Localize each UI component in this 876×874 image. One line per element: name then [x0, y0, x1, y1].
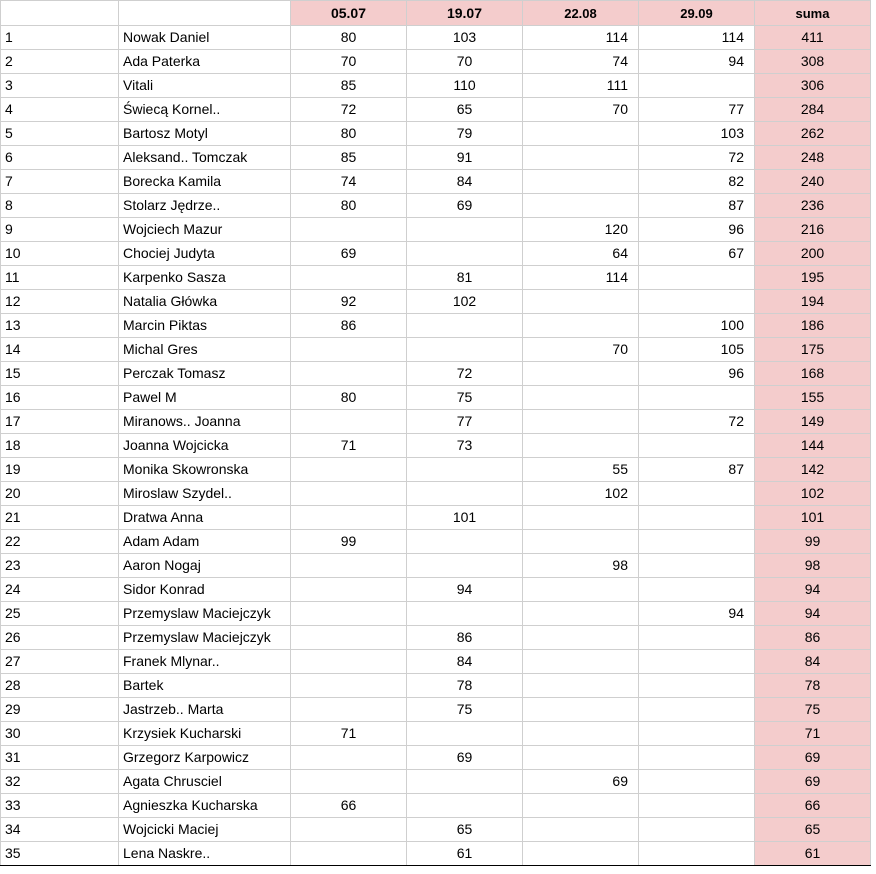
sum-cell[interactable]: 78	[755, 674, 871, 698]
rank-cell[interactable]: 11	[1, 266, 119, 290]
rank-cell[interactable]: 24	[1, 578, 119, 602]
name-cell[interactable]: Ada Paterka	[119, 50, 291, 74]
header-date-1907[interactable]: 19.07	[407, 1, 523, 26]
score-cell-2208[interactable]	[523, 722, 639, 746]
score-cell-2909[interactable]	[639, 386, 755, 410]
rank-cell[interactable]: 30	[1, 722, 119, 746]
rank-cell[interactable]: 20	[1, 482, 119, 506]
rank-cell[interactable]: 7	[1, 170, 119, 194]
score-cell-1907[interactable]	[407, 482, 523, 506]
name-cell[interactable]: Vitali	[119, 74, 291, 98]
score-cell-2909[interactable]: 105	[639, 338, 755, 362]
table-row	[1, 602, 871, 626]
rank-cell[interactable]: 15	[1, 362, 119, 386]
name-cell[interactable]: Chociej Judyta	[119, 242, 291, 266]
score-cell-2208[interactable]	[523, 194, 639, 218]
score-cell-0507[interactable]: 80	[291, 26, 407, 50]
score-cell-1907[interactable]	[407, 458, 523, 482]
score-cell-2909[interactable]: 103	[639, 122, 755, 146]
sum-cell[interactable]: 66	[755, 794, 871, 818]
score-cell-1907[interactable]: 61	[407, 842, 523, 866]
table-row	[1, 578, 871, 602]
score-cell-2208[interactable]	[523, 122, 639, 146]
score-cell-2208[interactable]: 114	[523, 266, 639, 290]
rank-cell[interactable]: 28	[1, 674, 119, 698]
score-cell-0507[interactable]	[291, 626, 407, 650]
rank-cell[interactable]: 27	[1, 650, 119, 674]
score-cell-0507[interactable]: 66	[291, 794, 407, 818]
score-cell-2909[interactable]: 87	[639, 194, 755, 218]
score-cell-1907[interactable]	[407, 722, 523, 746]
sum-cell[interactable]: 94	[755, 602, 871, 626]
sum-cell[interactable]: 69	[755, 770, 871, 794]
rank-cell[interactable]: 22	[1, 530, 119, 554]
sum-cell[interactable]: 101	[755, 506, 871, 530]
score-cell-2208[interactable]	[523, 674, 639, 698]
score-cell-1907[interactable]: 65	[407, 98, 523, 122]
header-sum[interactable]: suma	[755, 1, 871, 26]
score-cell-1907[interactable]: 70	[407, 50, 523, 74]
sum-cell[interactable]: 61	[755, 842, 871, 866]
score-cell-2909[interactable]	[639, 650, 755, 674]
sum-cell[interactable]: 71	[755, 722, 871, 746]
name-cell[interactable]: Pawel M	[119, 386, 291, 410]
score-cell-1907[interactable]: 69	[407, 746, 523, 770]
table-row	[1, 698, 871, 722]
header-date-2909[interactable]: 29.09	[639, 1, 755, 26]
name-cell[interactable]: Wojcicki Maciej	[119, 818, 291, 842]
rank-cell[interactable]: 2	[1, 50, 119, 74]
score-cell-1907[interactable]: 65	[407, 818, 523, 842]
score-cell-2909[interactable]	[639, 770, 755, 794]
name-cell[interactable]: Aleksand.. Tomczak	[119, 146, 291, 170]
sum-cell[interactable]: 195	[755, 266, 871, 290]
score-cell-0507[interactable]: 80	[291, 122, 407, 146]
score-cell-1907[interactable]: 73	[407, 434, 523, 458]
score-cell-0507[interactable]: 72	[291, 98, 407, 122]
score-cell-1907[interactable]: 81	[407, 266, 523, 290]
name-cell[interactable]: Agata Chrusciel	[119, 770, 291, 794]
score-cell-2909[interactable]	[639, 530, 755, 554]
score-cell-0507[interactable]	[291, 506, 407, 530]
score-cell-2208[interactable]	[523, 506, 639, 530]
rank-cell[interactable]: 3	[1, 74, 119, 98]
sum-cell[interactable]: 284	[755, 98, 871, 122]
name-cell[interactable]: Przemyslaw Maciejczyk	[119, 626, 291, 650]
sum-cell[interactable]: 69	[755, 746, 871, 770]
score-cell-2208[interactable]	[523, 602, 639, 626]
name-cell[interactable]: Borecka Kamila	[119, 170, 291, 194]
name-cell[interactable]: Agnieszka Kucharska	[119, 794, 291, 818]
rank-cell[interactable]: 18	[1, 434, 119, 458]
score-cell-2208[interactable]	[523, 842, 639, 866]
score-cell-0507[interactable]: 71	[291, 722, 407, 746]
name-cell[interactable]: Miranows.. Joanna	[119, 410, 291, 434]
score-cell-2909[interactable]: 96	[639, 218, 755, 242]
sum-cell[interactable]: 168	[755, 362, 871, 386]
sum-cell[interactable]: 194	[755, 290, 871, 314]
name-cell[interactable]: Bartek	[119, 674, 291, 698]
score-cell-2909[interactable]	[639, 794, 755, 818]
name-cell[interactable]: Franek Mlynar..	[119, 650, 291, 674]
table-row	[1, 722, 871, 746]
score-cell-0507[interactable]	[291, 338, 407, 362]
table-row	[1, 338, 871, 362]
rank-cell[interactable]: 31	[1, 746, 119, 770]
sum-cell[interactable]: 248	[755, 146, 871, 170]
score-cell-0507[interactable]	[291, 458, 407, 482]
score-cell-2909[interactable]: 72	[639, 410, 755, 434]
score-cell-1907[interactable]: 86	[407, 626, 523, 650]
score-cell-2208[interactable]: 102	[523, 482, 639, 506]
score-cell-2909[interactable]	[639, 842, 755, 866]
score-cell-2909[interactable]: 87	[639, 458, 755, 482]
rank-cell[interactable]: 12	[1, 290, 119, 314]
table-row	[1, 794, 871, 818]
rank-cell[interactable]: 19	[1, 458, 119, 482]
rank-cell[interactable]: 13	[1, 314, 119, 338]
table-row	[1, 770, 871, 794]
sum-cell[interactable]: 149	[755, 410, 871, 434]
rank-cell[interactable]: 35	[1, 842, 119, 866]
sum-cell[interactable]: 144	[755, 434, 871, 458]
score-cell-2208[interactable]: 69	[523, 770, 639, 794]
score-cell-2208[interactable]	[523, 314, 639, 338]
score-cell-2208[interactable]: 98	[523, 554, 639, 578]
sum-cell[interactable]: 186	[755, 314, 871, 338]
header-row	[1, 1, 871, 26]
score-cell-1907[interactable]: 75	[407, 386, 523, 410]
table-row	[1, 218, 871, 242]
rank-cell[interactable]: 17	[1, 410, 119, 434]
score-cell-2909[interactable]	[639, 482, 755, 506]
sum-cell[interactable]: 94	[755, 578, 871, 602]
table-row	[1, 242, 871, 266]
score-cell-1907[interactable]: 79	[407, 122, 523, 146]
rank-cell[interactable]: 9	[1, 218, 119, 242]
score-cell-1907[interactable]: 72	[407, 362, 523, 386]
table-row	[1, 362, 871, 386]
table-row	[1, 674, 871, 698]
sum-cell[interactable]: 236	[755, 194, 871, 218]
name-cell[interactable]: Bartosz Motyl	[119, 122, 291, 146]
table-row	[1, 74, 871, 98]
score-cell-2909[interactable]: 100	[639, 314, 755, 338]
name-cell[interactable]: Świecą Kornel..	[119, 98, 291, 122]
rank-cell[interactable]: 16	[1, 386, 119, 410]
name-cell[interactable]: Grzegorz Karpowicz	[119, 746, 291, 770]
score-cell-0507[interactable]: 69	[291, 242, 407, 266]
score-cell-1907[interactable]	[407, 242, 523, 266]
score-cell-2208[interactable]	[523, 650, 639, 674]
score-cell-1907[interactable]	[407, 314, 523, 338]
score-cell-2208[interactable]	[523, 626, 639, 650]
sum-cell[interactable]: 86	[755, 626, 871, 650]
name-cell[interactable]: Aaron Nogaj	[119, 554, 291, 578]
score-cell-0507[interactable]: 80	[291, 386, 407, 410]
score-cell-2909[interactable]: 72	[639, 146, 755, 170]
sum-cell[interactable]: 155	[755, 386, 871, 410]
score-cell-2909[interactable]: 114	[639, 26, 755, 50]
sum-cell[interactable]: 84	[755, 650, 871, 674]
score-cell-2208[interactable]: 74	[523, 50, 639, 74]
score-cell-2208[interactable]	[523, 386, 639, 410]
score-cell-0507[interactable]	[291, 602, 407, 626]
sum-cell[interactable]: 240	[755, 170, 871, 194]
table-row	[1, 290, 871, 314]
score-cell-2208[interactable]	[523, 698, 639, 722]
rank-cell[interactable]: 4	[1, 98, 119, 122]
score-cell-0507[interactable]: 70	[291, 50, 407, 74]
name-cell[interactable]: Natalia Główka	[119, 290, 291, 314]
score-cell-1907[interactable]	[407, 554, 523, 578]
score-cell-0507[interactable]	[291, 218, 407, 242]
score-cell-1907[interactable]: 78	[407, 674, 523, 698]
score-cell-0507[interactable]	[291, 770, 407, 794]
score-cell-2208[interactable]	[523, 362, 639, 386]
score-cell-0507[interactable]: 71	[291, 434, 407, 458]
rank-cell[interactable]: 34	[1, 818, 119, 842]
score-cell-1907[interactable]: 101	[407, 506, 523, 530]
table-row	[1, 146, 871, 170]
score-cell-2208[interactable]: 114	[523, 26, 639, 50]
score-cell-2208[interactable]	[523, 794, 639, 818]
score-cell-2909[interactable]: 67	[639, 242, 755, 266]
table-row	[1, 170, 871, 194]
name-cell[interactable]: Przemyslaw Maciejczyk	[119, 602, 291, 626]
sum-cell[interactable]: 75	[755, 698, 871, 722]
table-row	[1, 194, 871, 218]
score-cell-0507[interactable]	[291, 578, 407, 602]
sum-cell[interactable]: 175	[755, 338, 871, 362]
score-cell-2909[interactable]	[639, 746, 755, 770]
name-cell[interactable]: Adam Adam	[119, 530, 291, 554]
score-cell-0507[interactable]	[291, 362, 407, 386]
score-cell-2208[interactable]: 70	[523, 98, 639, 122]
score-cell-1907[interactable]: 77	[407, 410, 523, 434]
sum-cell[interactable]: 99	[755, 530, 871, 554]
score-cell-2909[interactable]	[639, 578, 755, 602]
name-cell[interactable]: Miroslaw Szydel..	[119, 482, 291, 506]
rank-cell[interactable]: 25	[1, 602, 119, 626]
score-cell-1907[interactable]: 91	[407, 146, 523, 170]
table-row	[1, 122, 871, 146]
score-cell-2208[interactable]	[523, 530, 639, 554]
table-row	[1, 26, 871, 50]
name-cell[interactable]: Krzysiek Kucharski	[119, 722, 291, 746]
table-row	[1, 482, 871, 506]
score-cell-2208[interactable]: 70	[523, 338, 639, 362]
score-cell-0507[interactable]	[291, 746, 407, 770]
score-cell-2909[interactable]: 94	[639, 602, 755, 626]
score-cell-2909[interactable]	[639, 506, 755, 530]
rank-cell[interactable]: 6	[1, 146, 119, 170]
score-cell-1907[interactable]: 84	[407, 170, 523, 194]
table-row	[1, 818, 871, 842]
rank-cell[interactable]: 14	[1, 338, 119, 362]
table-row	[1, 50, 871, 74]
sum-cell[interactable]: 308	[755, 50, 871, 74]
sum-cell[interactable]: 216	[755, 218, 871, 242]
score-cell-0507[interactable]	[291, 842, 407, 866]
name-cell[interactable]: Sidor Konrad	[119, 578, 291, 602]
table-row	[1, 410, 871, 434]
score-cell-0507[interactable]	[291, 554, 407, 578]
score-cell-1907[interactable]	[407, 530, 523, 554]
score-cell-1907[interactable]: 94	[407, 578, 523, 602]
rank-cell[interactable]: 32	[1, 770, 119, 794]
name-cell[interactable]: Jastrzeb.. Marta	[119, 698, 291, 722]
rank-cell[interactable]: 26	[1, 626, 119, 650]
score-cell-1907[interactable]	[407, 602, 523, 626]
score-cell-2208[interactable]: 111	[523, 74, 639, 98]
score-cell-0507[interactable]	[291, 266, 407, 290]
score-cell-2909[interactable]	[639, 266, 755, 290]
score-cell-2208[interactable]	[523, 434, 639, 458]
score-cell-2208[interactable]	[523, 170, 639, 194]
header-date-0507[interactable]: 05.07	[291, 1, 407, 26]
name-cell[interactable]: Monika Skowronska	[119, 458, 291, 482]
score-cell-2909[interactable]	[639, 290, 755, 314]
name-cell[interactable]: Michal Gres	[119, 338, 291, 362]
name-cell[interactable]: Perczak Tomasz	[119, 362, 291, 386]
score-cell-1907[interactable]: 110	[407, 74, 523, 98]
score-cell-0507[interactable]	[291, 818, 407, 842]
score-cell-2909[interactable]	[639, 698, 755, 722]
rank-cell[interactable]: 21	[1, 506, 119, 530]
score-cell-0507[interactable]: 85	[291, 74, 407, 98]
score-cell-1907[interactable]	[407, 794, 523, 818]
table-row	[1, 386, 871, 410]
score-cell-1907[interactable]: 69	[407, 194, 523, 218]
sum-cell[interactable]: 200	[755, 242, 871, 266]
name-cell[interactable]: Marcin Piktas	[119, 314, 291, 338]
rank-cell[interactable]: 23	[1, 554, 119, 578]
name-cell[interactable]: Dratwa Anna	[119, 506, 291, 530]
score-cell-2208[interactable]	[523, 410, 639, 434]
table-row	[1, 650, 871, 674]
name-cell[interactable]: Lena Naskre..	[119, 842, 291, 866]
rank-cell[interactable]: 33	[1, 794, 119, 818]
score-cell-2909[interactable]: 96	[639, 362, 755, 386]
score-cell-2909[interactable]: 94	[639, 50, 755, 74]
name-cell[interactable]: Nowak Daniel	[119, 26, 291, 50]
score-cell-2208[interactable]	[523, 746, 639, 770]
score-cell-1907[interactable]: 75	[407, 698, 523, 722]
table-row	[1, 266, 871, 290]
score-cell-2208[interactable]: 120	[523, 218, 639, 242]
rank-cell[interactable]: 8	[1, 194, 119, 218]
score-cell-2909[interactable]	[639, 674, 755, 698]
sum-cell[interactable]: 142	[755, 458, 871, 482]
score-cell-0507[interactable]	[291, 410, 407, 434]
score-cell-2909[interactable]	[639, 626, 755, 650]
name-cell[interactable]: Joanna Wojcicka	[119, 434, 291, 458]
score-cell-0507[interactable]	[291, 482, 407, 506]
score-cell-2909[interactable]: 82	[639, 170, 755, 194]
score-cell-0507[interactable]: 85	[291, 146, 407, 170]
score-cell-2909[interactable]: 77	[639, 98, 755, 122]
score-cell-1907[interactable]	[407, 338, 523, 362]
table-row	[1, 506, 871, 530]
sum-cell[interactable]: 411	[755, 26, 871, 50]
score-cell-1907[interactable]	[407, 218, 523, 242]
score-cell-2909[interactable]	[639, 74, 755, 98]
rank-cell[interactable]: 5	[1, 122, 119, 146]
table-row	[1, 314, 871, 338]
score-cell-1907[interactable]: 103	[407, 26, 523, 50]
table-row	[1, 98, 871, 122]
sum-cell[interactable]: 102	[755, 482, 871, 506]
score-cell-1907[interactable]	[407, 770, 523, 794]
score-cell-0507[interactable]: 80	[291, 194, 407, 218]
header-date-2208[interactable]: 22.08	[523, 1, 639, 26]
sum-cell[interactable]: 306	[755, 74, 871, 98]
score-cell-2208[interactable]	[523, 578, 639, 602]
table-row	[1, 458, 871, 482]
score-cell-1907[interactable]: 84	[407, 650, 523, 674]
score-cell-0507[interactable]: 74	[291, 170, 407, 194]
header-cell-index[interactable]	[1, 1, 119, 26]
score-cell-0507[interactable]: 99	[291, 530, 407, 554]
score-cell-0507[interactable]	[291, 650, 407, 674]
table-row	[1, 626, 871, 650]
score-cell-2909[interactable]	[639, 722, 755, 746]
table-row	[1, 434, 871, 458]
score-cell-2909[interactable]	[639, 554, 755, 578]
name-cell[interactable]: Stolarz Jędrze..	[119, 194, 291, 218]
table-row	[1, 554, 871, 578]
rank-cell[interactable]: 10	[1, 242, 119, 266]
score-cell-2208[interactable]: 64	[523, 242, 639, 266]
score-cell-2208[interactable]	[523, 818, 639, 842]
score-cell-0507[interactable]: 86	[291, 314, 407, 338]
score-cell-2909[interactable]	[639, 818, 755, 842]
name-cell[interactable]: Karpenko Sasza	[119, 266, 291, 290]
score-cell-0507[interactable]	[291, 674, 407, 698]
score-cell-2909[interactable]	[639, 434, 755, 458]
sum-cell[interactable]: 65	[755, 818, 871, 842]
score-cell-2208[interactable]	[523, 290, 639, 314]
sum-cell[interactable]: 98	[755, 554, 871, 578]
rank-cell[interactable]: 29	[1, 698, 119, 722]
score-cell-1907[interactable]: 102	[407, 290, 523, 314]
header-cell-name[interactable]	[119, 1, 291, 26]
score-cell-0507[interactable]	[291, 698, 407, 722]
table-row	[1, 746, 871, 770]
sum-cell[interactable]: 262	[755, 122, 871, 146]
score-cell-2208[interactable]: 55	[523, 458, 639, 482]
score-cell-2208[interactable]	[523, 146, 639, 170]
table-row	[1, 530, 871, 554]
rank-cell[interactable]: 1	[1, 26, 119, 50]
score-cell-0507[interactable]: 92	[291, 290, 407, 314]
name-cell[interactable]: Wojciech Mazur	[119, 218, 291, 242]
table-row	[1, 842, 871, 866]
